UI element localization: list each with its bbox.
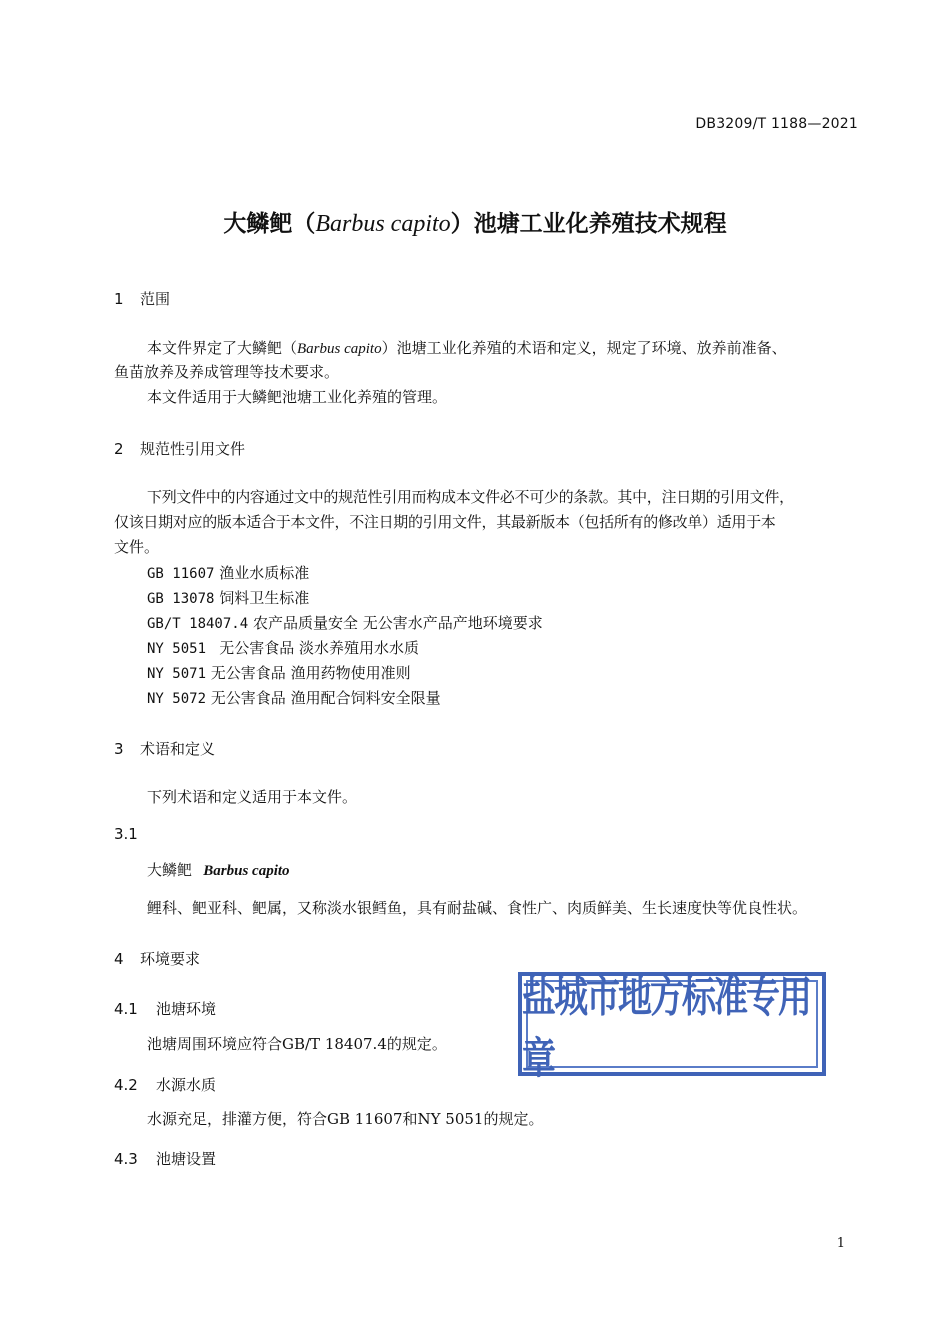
section-3-para: 下列术语和定义适用于本文件。	[147, 788, 358, 806]
term-definition: 鲤科、鲃亚科、鲃属，又称淡水银鳕鱼，具有耐盐碱、食性广、肉质鲜美、生长速度快等优良性状。	[147, 899, 808, 917]
section-1-para-1: 本文件界定了大鳞鲃（Barbus capito）池塘工业化养殖的术语和定义，规定了环境、放养前准备、	[147, 339, 787, 357]
title-latin: Barbus capito	[315, 211, 451, 237]
subsection-4-1-text: 池塘周围环境应符合GB/T 18407.4的规定。	[147, 1035, 447, 1053]
section-3-heading: 3 术语和定义	[114, 740, 216, 758]
section-1-para-1-cont: 鱼苗放养及养成管理等技术要求。	[114, 363, 340, 381]
section-2-para-line-3: 文件。	[114, 538, 160, 556]
section-1-para-2: 本文件适用于大鳞鲃池塘工业化养殖的管理。	[147, 388, 448, 406]
section-4-heading: 4 环境要求	[114, 950, 201, 968]
title-suffix: ）池塘工业化养殖技术规程	[450, 210, 727, 237]
section-2-heading: 2 规范性引用文件	[114, 440, 246, 458]
section-2-para-line-2: 仅该日期对应的版本适合于本文件，不注日期的引用文件，其最新版本（包括所有的修改单）适用于本	[114, 513, 776, 531]
stamp-text: 盐城市地方标准专用章	[522, 972, 810, 1084]
term-entry: 大鳞鲃 Barbus capito	[147, 861, 290, 879]
section-1-heading: 1 范围	[114, 290, 171, 308]
section-2-para-line-1: 下列文件中的内容通过文中的规范性引用而构成本文件必不可少的条款。其中，注日期的引用文件，	[147, 488, 794, 506]
reference-item: NY 5071 无公害食品 渔用药物使用准则	[147, 664, 411, 682]
reference-item: NY 5051 无公害食品 淡水养殖用水水质	[147, 639, 419, 657]
subsection-3-1-number: 3.1	[114, 825, 138, 843]
standard-code: DB3209/T 1188—2021	[695, 116, 858, 132]
reference-item: GB/T 18407.4 农产品质量安全 无公害水产品产地环境要求	[147, 614, 543, 632]
title-prefix: 大鳞鲃（	[223, 210, 316, 237]
reference-item: GB 13078 饲料卫生标准	[147, 589, 310, 607]
official-stamp	[518, 972, 826, 1084]
subsection-4-2-heading: 4.2 水源水质	[114, 1076, 217, 1094]
subsection-4-3-heading: 4.3 池塘设置	[114, 1150, 217, 1168]
document-title	[0, 205, 950, 238]
subsection-4-2-text: 水源充足，排灌方便，符合GB 11607和NY 5051的规定。	[147, 1110, 544, 1128]
page-number: 1	[836, 1236, 845, 1251]
reference-item: GB 11607 渔业水质标准	[147, 564, 310, 582]
subsection-4-1-heading: 4.1 池塘环境	[114, 1000, 217, 1018]
reference-item: NY 5072 无公害食品 渔用配合饲料安全限量	[147, 689, 441, 707]
